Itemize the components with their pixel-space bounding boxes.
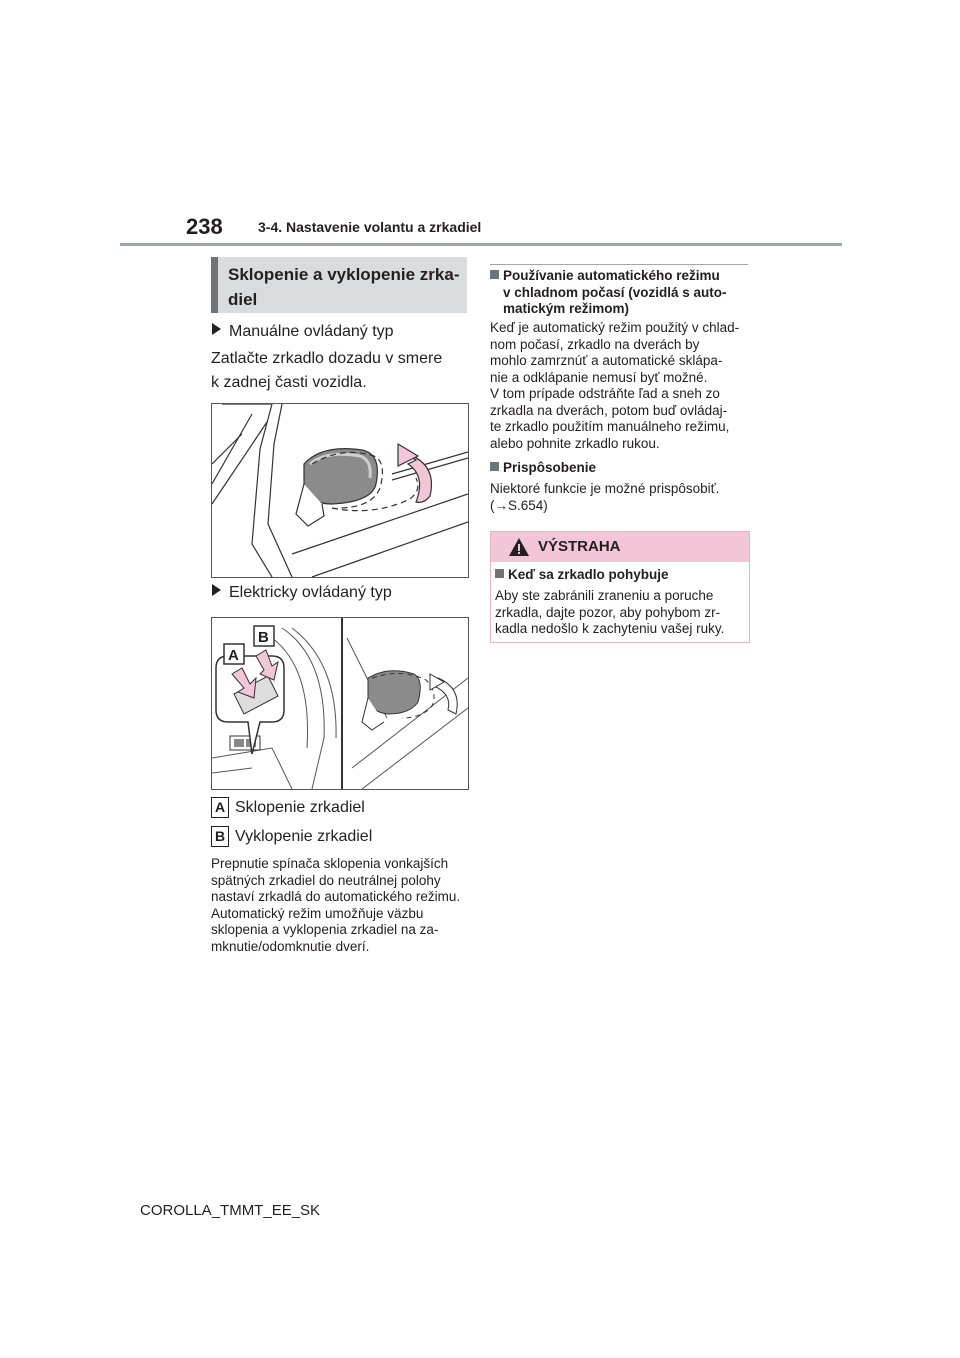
warning-text: Aby ste zabránili zraneniu a poruche zrkadla, dajte pozor, aby pohybom zr- kadla nedošlo k zachyteniu vašej ruky. [495, 588, 725, 636]
label-b-legend: B Vyklopenie zrkadiel [211, 825, 372, 849]
cold-weather-text: Keď je automatický režim použitý v chlad- nom počasí, zrkadlo na dverách by mohlo zamrznúť a automatické sklápa- nie a odklápanie nemusí byť možné. V tom prípade odstráňte ľad a sneh zo zrkadla na dverách, potom buď ovládaj- te zrkadlo použitím manuálneho režimu, alebo pohnite zrkadlo rukou. [490, 320, 740, 451]
header-divider [120, 243, 842, 246]
triangle-bullet-icon [212, 323, 221, 335]
warning-title: VÝSTRAHA [538, 538, 621, 555]
square-bullet-icon [495, 569, 504, 578]
figure-label-b: B [258, 629, 269, 646]
page-number: 238 [186, 214, 223, 239]
label-a-legend: A Sklopenie zrkadiel [211, 796, 365, 820]
electric-mirror-figure [211, 617, 469, 790]
customization-text-1: Niektoré funkcie je možné prispôsobiť. [490, 481, 720, 496]
customization-heading: Prispôsobenie [490, 460, 596, 477]
manual-mirror-illustration [212, 404, 468, 577]
figure-label-a: A [228, 647, 239, 664]
cold-weather-heading: Používanie automatického režimu v chladnom počasí (vozidlá s auto- matickým režimom) [490, 268, 752, 318]
warning-triangle-icon [508, 537, 530, 557]
right-top-rule [490, 264, 748, 265]
section-title-box [211, 257, 467, 313]
section-accent-bar [211, 257, 218, 313]
manual-mirror-figure [211, 403, 469, 578]
label-a-box: A [211, 797, 229, 818]
square-bullet-icon [490, 270, 499, 279]
document-code: COROLLA_TMMT_EE_SK [140, 1202, 321, 1219]
manual-text-2: k zadnej časti vozidla. [211, 374, 367, 391]
manual-text-1: Zatlačte zrkadlo dozadu v smere [211, 350, 443, 367]
chapter-title: 3-4. Nastavenie volantu a zrkadiel [258, 219, 482, 235]
auto-mode-note: Prepnutie spínača sklopenia vonkajších spätných zrkadiel do neutrálnej polohy nastaví zrkadlá do automatického režimu. Automatický režim umožňuje väzbu sklopenia a vyklopenia zrkadiel na za- mknutie/odomknutie dverí. [211, 856, 461, 954]
customization-text-2: (→S.654) [490, 498, 548, 513]
square-bullet-icon [490, 462, 499, 471]
manual-heading: Manuálne ovládaný typ [212, 320, 394, 344]
triangle-bullet-icon [212, 584, 221, 596]
label-b-box: B [211, 826, 229, 847]
electric-heading: Elektricky ovládaný typ [212, 581, 392, 605]
section-title: Sklopenie a vyklopenie zrka-diel [228, 265, 460, 309]
warning-heading: Keď sa zrkadlo pohybuje [495, 567, 669, 584]
electric-mirror-illustration [212, 618, 468, 789]
